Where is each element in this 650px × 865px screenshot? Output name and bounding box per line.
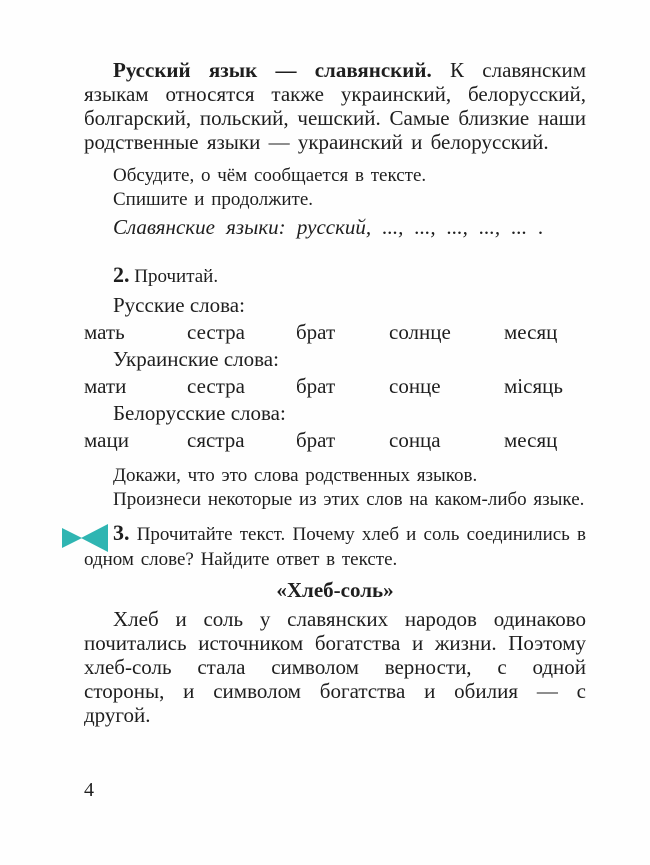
task1-block [84, 164, 586, 212]
group-label-ukrainian: Украинские слова: [113, 347, 279, 371]
exercise2-task-line1: Докажи, что это слова родственных языков. [113, 465, 478, 486]
word: мать [84, 320, 125, 344]
exercise3-block [84, 520, 586, 572]
word: сестра [187, 374, 245, 398]
word-row-ukrainian [84, 373, 586, 400]
word: маци [84, 428, 129, 452]
word: месяц [504, 320, 558, 344]
task1-line2: Спишите и продолжите. [113, 189, 314, 210]
story-title: «Хлеб-соль» [276, 578, 394, 602]
word: солнце [389, 320, 451, 344]
word-row-russian [84, 319, 586, 346]
exercise2-heading [84, 261, 586, 291]
word: місяць [504, 374, 563, 398]
exercise2-number: 2. [113, 262, 130, 287]
page-number: 4 [84, 779, 94, 801]
exercise3-heading [84, 520, 586, 572]
intro-lead: Русский язык — славянский. [113, 58, 432, 82]
exercise2-task-line2: Произнеси некоторые из этих слов на каком-либо языке. [113, 489, 585, 510]
exercise2-word-list [84, 292, 586, 454]
group-label-belorussian: Белорусские слова: [113, 401, 286, 425]
word: брат [296, 320, 336, 344]
word: сонца [389, 428, 441, 452]
word: брат [296, 428, 336, 452]
exercise3-instruction: Прочитайте текст. Почему хлеб и соль соединились в одном слове? Найдите ответ в тексте. [84, 524, 587, 570]
group-label-russian: Русские слова: [113, 293, 245, 317]
word: сястра [187, 428, 245, 452]
exercise3-number: 3. [113, 520, 130, 545]
word: месяц [504, 428, 558, 452]
word-row-belorussian [84, 427, 586, 454]
word: мати [84, 374, 127, 398]
page-content [84, 58, 586, 727]
intro-rest: К славянским языкам относятся также украинский, белорусский, болгарский, польский, чешский. Самые близкие наши родственные языки — украинский и белорусский. [84, 58, 587, 154]
exercise2-task-block [84, 464, 586, 512]
task1-sample-italic: Славянские языки: русский, ..., ..., ..., ..., ... . [113, 215, 544, 239]
paired-triangles-marker-icon [62, 523, 108, 553]
story-body: Хлеб и соль у славянских народов одинаково почитались источником богатства и жизни. Поэтому хлеб-соль стала символом верности, с одной стороны, и символом богатства и обилия — с другой. [84, 607, 586, 727]
intro-paragraph [84, 58, 586, 154]
word: сонце [389, 374, 441, 398]
exercise2-instruction: Прочитай. [134, 266, 219, 287]
word: сестра [187, 320, 245, 344]
task1-line1: Обсудите, о чём сообщается в тексте. [113, 165, 427, 186]
word: брат [296, 374, 336, 398]
